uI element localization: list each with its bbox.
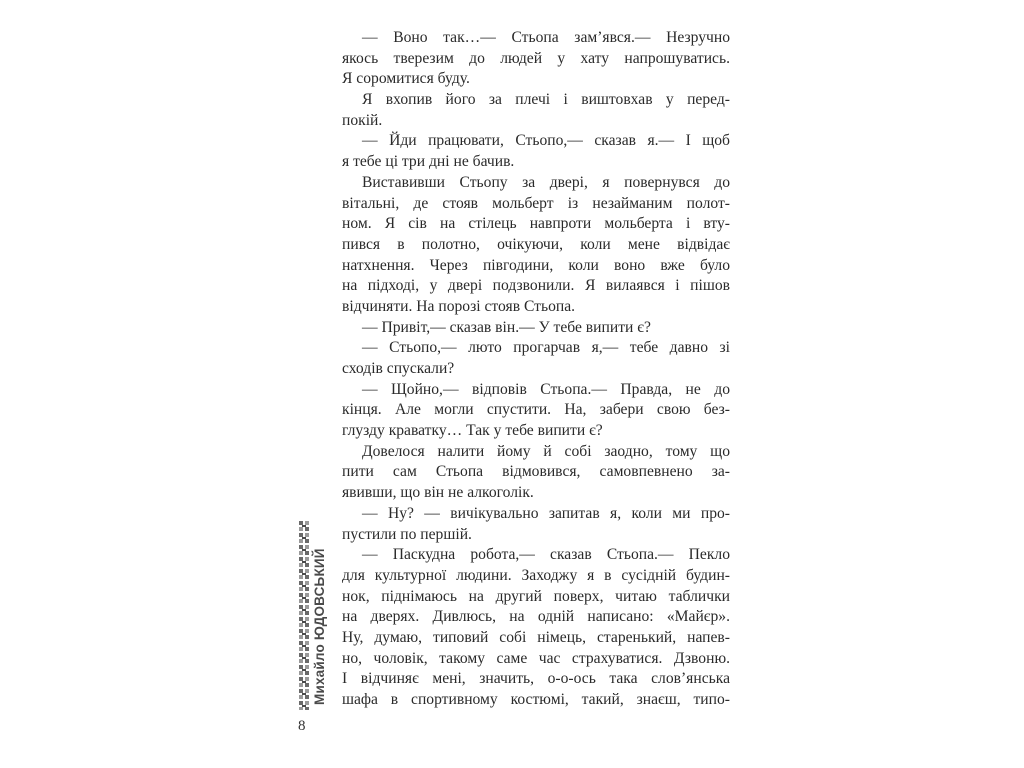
text-line: шафа в спортивному костюмі, такий, знаєш, типо- xyxy=(342,691,730,708)
text-line: — Щойно,— відповів Стьопа.— Правда, не до xyxy=(362,380,730,398)
text-line: ном. Я сів на стілець навпроти мольберта і вту- xyxy=(342,215,730,233)
paragraph xyxy=(342,173,730,318)
paragraph xyxy=(342,318,730,339)
text-line: пустили по першій. xyxy=(342,525,472,543)
text-line: — Привіт,— сказав він.— У тебе випити є? xyxy=(362,318,651,336)
text-line: І відчиняє мені, значить, о-о-ось така слов’янська xyxy=(342,670,730,688)
text-line: — Йди працювати, Стьопо,— сказав я.— І щоб xyxy=(362,132,730,150)
paragraph xyxy=(342,28,730,90)
paragraph xyxy=(342,90,730,131)
text-line: Ну, думаю, типовий собі німець, старенький, напев- xyxy=(342,628,730,646)
text-line: — Стьопо,— люто прогарчав я,— тебе давно зі xyxy=(362,339,730,357)
text-line: нок, піднімаюсь на другий поверх, читаю таблички xyxy=(342,587,730,605)
text-line: Виставивши Стьопу за двері, я повернувся до xyxy=(362,173,730,191)
text-line: глузду краватку… Так у тебе випити є? xyxy=(342,422,603,440)
paragraph xyxy=(342,131,730,172)
text-line: но, чоловік, такому саме час страхуватися. Дзвоню. xyxy=(342,649,730,667)
text-line: Довелося налити йому й собі заодно, тому що xyxy=(362,442,730,460)
text-line: відчиняти. На порозі стояв Стьопа. xyxy=(342,297,576,315)
text-line: покій. xyxy=(342,111,383,129)
text-line: на підході, у двері подзвонили. Я вилаявся і пішов xyxy=(342,277,730,295)
text-line: натхнення. Через півгодини, коли воно вже було xyxy=(342,256,730,274)
text-line: явивши, що він не алкоголік. xyxy=(342,484,534,502)
author-vertical-label: Михайло ЮДОВСЬКИЙ xyxy=(312,548,327,705)
text-line: пився в полотно, очікуючи, коли мене відвідає xyxy=(342,235,730,253)
text-line: Я вхопив його за плечі і виштовхав у перед- xyxy=(362,91,730,109)
text-line: сходів спускали? xyxy=(342,360,455,377)
text-line: пити сам Стьопа відмовився, самовпевнено за- xyxy=(342,463,730,481)
paragraph xyxy=(342,380,730,442)
paragraph xyxy=(342,442,730,504)
paragraph xyxy=(342,504,730,545)
paragraph xyxy=(342,338,730,379)
text-line: вітальні, де стояв мольберт із незайманим полот- xyxy=(342,194,730,212)
text-line: — Ну? — вичікувально запитав я, коли ми про- xyxy=(362,504,730,522)
text-line: на дверях. Дивлюсь, на одній написано: «Майєр». xyxy=(342,608,730,626)
text-line: я тебе ці три дні не бачив. xyxy=(342,153,515,171)
text-line: для культурної людини. Заходжу я в сусідній будин- xyxy=(342,566,730,584)
text-line: кінця. Але могли спустити. На, забери свою без- xyxy=(342,401,730,419)
text-line: — Воно так…— Стьопа зам’явся.— Незручно xyxy=(362,29,730,46)
page-number: 8 xyxy=(298,718,306,734)
page-body xyxy=(342,28,730,711)
text-line: — Паскудна робота,— сказав Стьопа.— Пекло xyxy=(362,546,730,564)
paragraph xyxy=(342,545,730,711)
text-line: якось тверезим до людей у хату напрошуватись. xyxy=(342,49,730,67)
text-line: Я соромитися буду. xyxy=(342,70,470,88)
ornament-border xyxy=(298,520,310,710)
